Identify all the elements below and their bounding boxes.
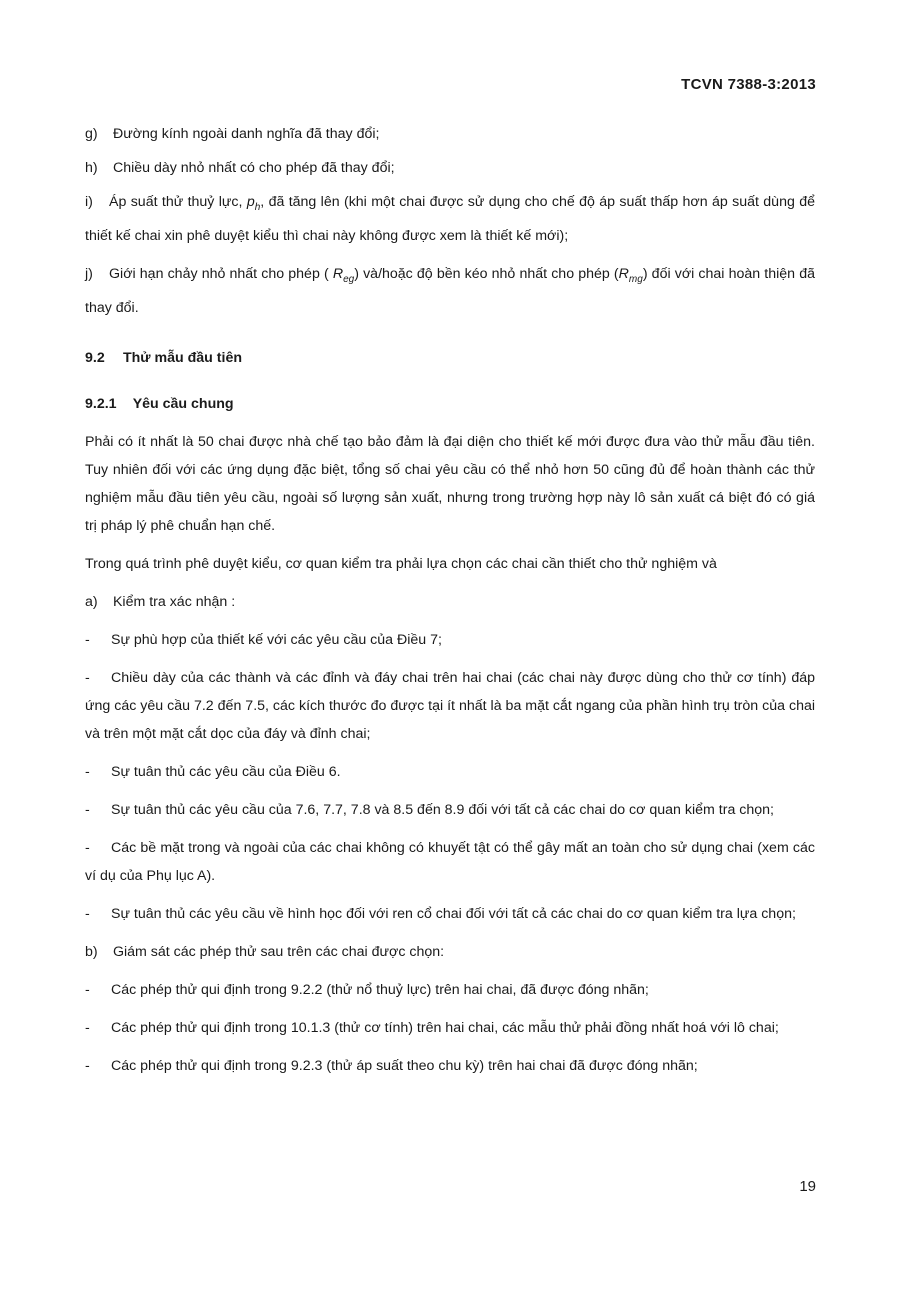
bullet-dash: - <box>85 1057 90 1074</box>
list-item <box>85 758 815 786</box>
subsection-title: Yêu cầu chung <box>132 395 234 412</box>
list-item <box>85 626 815 654</box>
item-label: i) <box>85 194 93 210</box>
item-text: Giám sát các phép thử sau trên các chai được chọn: <box>112 943 445 960</box>
list-item <box>85 834 815 890</box>
item-text: Các phép thử qui định trong 9.2.3 (thử áp suất theo chu kỳ) trên hai chai đã được đóng nhãn; <box>111 1057 698 1074</box>
item-text: Kiểm tra xác nhận : <box>112 593 236 610</box>
bullet-dash: - <box>85 801 90 818</box>
item-text: Sự tuân thủ các yêu cầu của Điều 6. <box>111 763 341 780</box>
section-number: 9.2 <box>85 349 105 366</box>
variable-subscript: mg <box>628 273 643 285</box>
bullet-dash: - <box>85 905 90 922</box>
list-item <box>85 796 815 824</box>
item-label: g) <box>85 126 98 142</box>
item-text: Các phép thử qui định trong 9.2.2 (thử nổ thuỷ lực) trên hai chai, đã được đóng nhãn; <box>111 981 649 998</box>
page-number: 19 <box>799 1178 816 1195</box>
variable-r-mg: R <box>618 265 629 282</box>
list-a-title <box>85 588 815 616</box>
list-item <box>85 1014 815 1042</box>
list-item-i <box>85 188 815 250</box>
item-text: Đường kính ngoài danh nghĩa đã thay đổi; <box>112 126 380 142</box>
item-text: Sự tuân thủ các yêu cầu của 7.6, 7.7, 7.8 và 8.5 đến 8.9 đối với tất cả các chai do cơ quan kiểm tra chọn; <box>111 801 774 818</box>
variable-subscript: eg <box>343 273 355 285</box>
subsection-heading <box>85 390 815 418</box>
bullet-dash: - <box>85 763 90 780</box>
document-code: TCVN 7388-3:2013 <box>681 76 816 93</box>
item-text: Áp suất thử thuỷ lực, <box>109 194 247 210</box>
bullet-dash: - <box>85 981 90 998</box>
item-text: Các bề mặt trong và ngoài của các chai không có khuyết tật có thể gây mất an toàn cho sử dụng chai (xem các ví dụ của Phụ lục A). <box>85 839 815 884</box>
list-item <box>85 664 815 748</box>
item-text-continued: , đã tăng lên (khi một chai được sử dụng cho chế độ áp suất thấp hơn áp suất dùng để thiết kế chai xin phê duyệt kiểu thì chai này không được xem là thiết kế mới); <box>85 194 815 244</box>
item-label: b) <box>85 943 98 960</box>
item-label: h) <box>85 160 98 176</box>
list-item-g <box>85 120 815 148</box>
item-label: a) <box>85 593 98 610</box>
section-heading <box>85 344 815 372</box>
list-item <box>85 900 815 928</box>
list-b-title <box>85 938 815 966</box>
document-body <box>85 120 815 1090</box>
item-text-end: ) đối với chai hoàn thiện đã thay đổi. <box>85 265 815 316</box>
list-item <box>85 1052 815 1080</box>
item-text: Giới hạn chảy nhỏ nhất cho phép ( <box>109 265 333 282</box>
item-text: Sự phù hợp của thiết kế với các yêu cầu của Điều 7; <box>111 631 442 648</box>
bullet-dash: - <box>85 839 90 856</box>
item-text: Sự tuân thủ các yêu cầu về hình học đối với ren cổ chai đối với tất cả các chai do cơ quan kiểm tra lựa chọn; <box>111 905 796 922</box>
section-title: Thử mẫu đầu tiên <box>122 349 243 366</box>
bullet-dash: - <box>85 669 90 686</box>
list-item <box>85 976 815 1004</box>
item-text: Chiều dày của các thành và các đỉnh và đáy chai trên hai chai (các chai này được dùng cho thử cơ tính) đáp ứng các yêu cầu 7.2 đến 7.5, các kích thước đo được tại ít nhất là ba mặt cắt ngang của phần hình trụ tròn của chai và trên một mặt cắt dọc của đáy và đỉnh chai; <box>85 669 815 742</box>
bullet-dash: - <box>85 631 90 648</box>
item-text: Các phép thử qui định trong 10.1.3 (thử cơ tính) trên hai chai, các mẫu thử phải đồng nhất hoá với lô chai; <box>111 1019 779 1036</box>
variable-r-eg: R <box>332 265 344 282</box>
list-item-h <box>85 154 815 182</box>
bullet-dash: - <box>85 1019 90 1036</box>
variable-subscript: h <box>254 201 261 213</box>
subsection-number: 9.2.1 <box>85 395 117 412</box>
item-text: Chiều dày nhỏ nhất có cho phép đã thay đổi; <box>112 160 395 176</box>
item-text-continued: ) và/hoặc độ bền kéo nhỏ nhất cho phép ( <box>354 265 619 282</box>
variable-p: p <box>246 194 255 210</box>
item-label: j) <box>85 265 93 282</box>
paragraph: Phải có ít nhất là 50 chai được nhà chế tạo bảo đảm là đại diện cho thiết kế mới được đưa vào thử mẫu đầu tiên. Tuy nhiên đối với các ứng dụng đặc biệt, tổng số chai yêu cầu có thể nhỏ hơn 50 cũng đủ để hoàn thành các thử nghiệm mẫu đầu tiên yêu cầu, ngoài số lượng sản xuất, nhưng trong trường hợp này lô sản xuất cá biệt đó có giá trị pháp lý phê chuẩn hạn chế. <box>85 433 815 534</box>
paragraph: Trong quá trình phê duyệt kiểu, cơ quan kiểm tra phải lựa chọn các chai cần thiết cho thử nghiệm và <box>85 555 717 572</box>
list-item-j <box>85 260 815 322</box>
